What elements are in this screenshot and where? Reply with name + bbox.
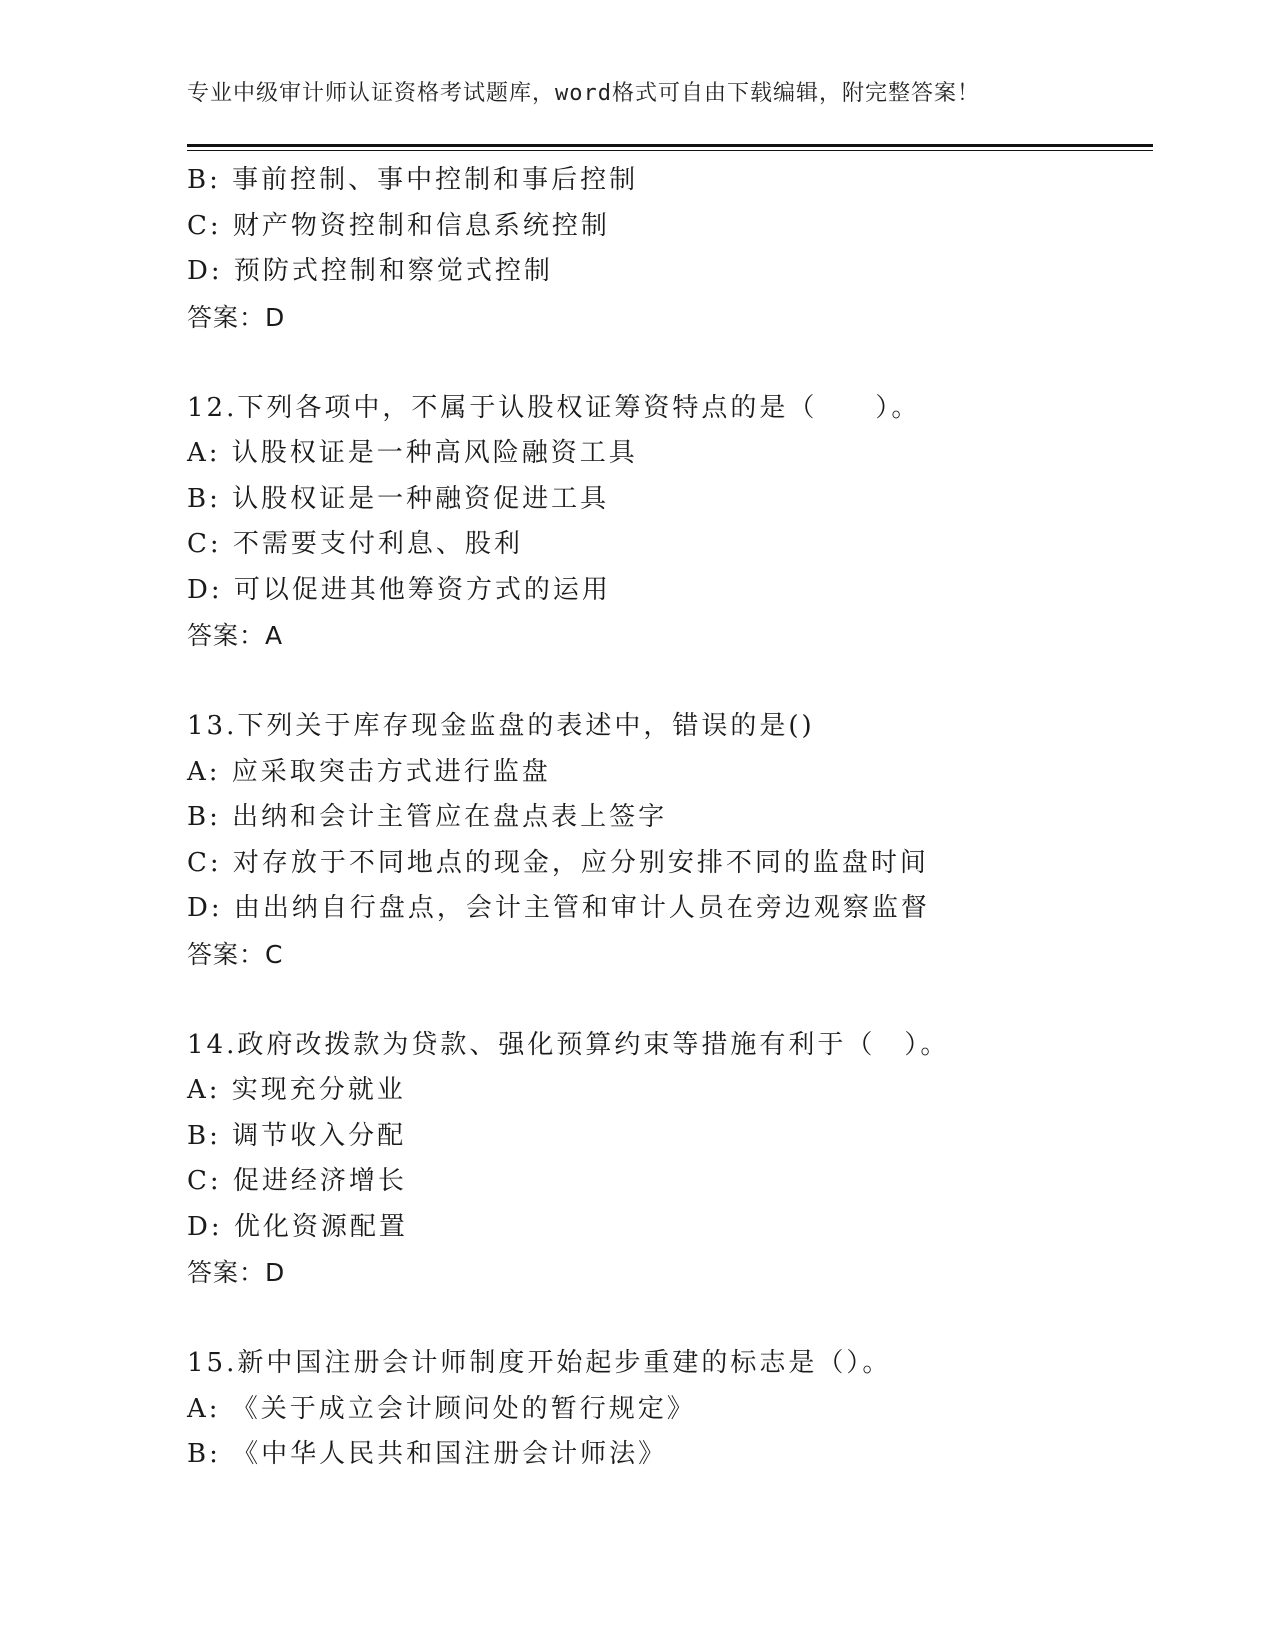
question-stem: 14.政府改拨款为贷款、强化预算约束等措施有利于（ ）。	[187, 1029, 950, 1060]
option-d: D: 可以促进其他筹资方式的运用	[187, 574, 611, 605]
option-c: C: 不需要支付利息、股利	[187, 529, 523, 559]
question-block-11-tail	[187, 158, 1167, 340]
question-stem: 13.下列关于库存现金监盘的表述中，错误的是()	[187, 711, 815, 741]
option-c: C: 促进经济增长	[187, 1166, 407, 1196]
option-c: C: 财产物资控制和信息系统控制	[187, 210, 610, 241]
header-rule	[187, 144, 1153, 151]
answer: 答案：C	[187, 939, 284, 969]
option-a: A: 认股权证是一种高风险融资工具	[187, 438, 638, 468]
option-b: B: 事前控制、事中控制和事后控制	[187, 165, 639, 195]
option-d: D: 预防式控制和察觉式控制	[187, 256, 553, 286]
question-block-14	[187, 1023, 1167, 1296]
question-block-12	[187, 386, 1167, 659]
option-c: C: 对存放于不同地点的现金，应分别安排不同的监盘时间	[187, 847, 929, 878]
question-stem: 15.新中国注册会计师制度开始起步重建的标志是（）。	[187, 1348, 892, 1378]
option-a: A: 《关于成立会计顾问处的暂行规定》	[187, 1393, 696, 1424]
option-a: A: 实现充分就业	[187, 1075, 406, 1105]
option-d: D: 由出纳自行盘点，会计主管和审计人员在旁边观察监督	[187, 893, 930, 923]
question-block-15	[187, 1341, 1167, 1478]
option-a: A: 应采取突击方式进行监盘	[187, 756, 551, 787]
question-block-13	[187, 704, 1167, 977]
option-b: B: 《中华人民共和国注册会计师法》	[187, 1439, 668, 1469]
option-d: D: 优化资源配置	[187, 1211, 408, 1242]
question-stem: 12.下列各项中，不属于认股权证筹资特点的是（ ）。	[187, 392, 921, 423]
option-b: B: 出纳和会计主管应在盘点表上签字	[187, 802, 668, 832]
answer: 答案：D	[187, 1258, 286, 1287]
option-b: B: 认股权证是一种融资促进工具	[187, 483, 610, 514]
page-header: 专业中级审计师认证资格考试题库，word格式可自由下载编辑，附完整答案！	[187, 81, 980, 106]
question-content	[187, 158, 1167, 1478]
answer: 答案：D	[187, 302, 286, 332]
option-b: B: 调节收入分配	[187, 1120, 407, 1151]
answer: 答案：A	[187, 621, 284, 650]
